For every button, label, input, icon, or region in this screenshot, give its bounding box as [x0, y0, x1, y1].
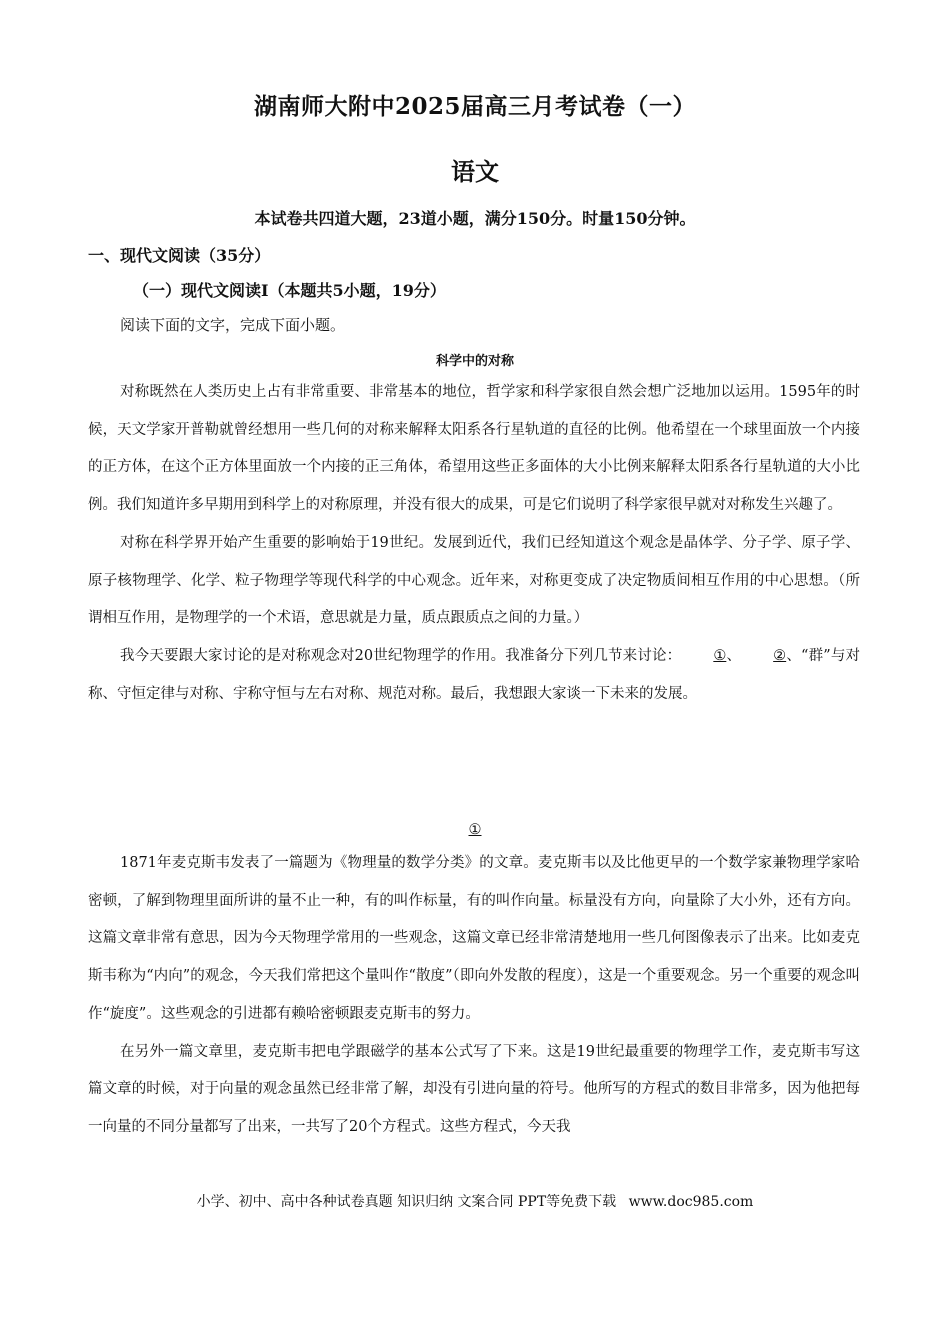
article-body-part1 — [88, 374, 860, 713]
paragraph-3-lead: 我今天要跟大家讨论的是对称观念对20世纪物理学的作用。我准备分下列几节来讨论： — [120, 647, 682, 664]
paragraph-1: 对称既然在人类历史上占有非常重要、非常基本的地位，哲学家和科学家很自然会想广泛地加以运用。1595年的时候，天文学家开普勒就曾经想用一些几何的对称来解释太阳系各行星轨道的直径的比例。他希望在一个球里面放一个内接的正方体，在这个正方体里面放一个内接的正三角体，希望用这些正多面体的大小比例来解释太阳系各行星轨道的大小比例。我们知道许多早期用到科学上的对称原理，并没有很大的成果，可是它们说明了科学家很早就对对称发生兴趣了。 — [88, 384, 860, 514]
blank-2: ② — [773, 647, 787, 664]
paragraph-2: 对称在科学界开始产生重要的影响始于19世纪。发展到近代，我们已经知道这个观念是晶体学、分子学、原子学、原子核物理学、化学、粒子物理学等现代科学的中心观念。近年来，对称更变成了决定物质间相互作用的中心思想。（所谓相互作用，是物理学的一个术语，意思就是力量，质点跟质点之间的力量。） — [88, 534, 860, 627]
article-title: 科学中的对称 — [435, 354, 514, 369]
section-heading: 一、现代文阅读（35分） — [88, 246, 271, 265]
blank-1: ① — [713, 647, 727, 664]
footer-url[interactable]: www.doc985.com — [628, 1194, 754, 1210]
paragraph-4: 1871年麦克斯韦发表了一篇题为《物理量的数学分类》的文章。麦克斯韦以及比他更早的一个数学家兼物理学家哈密顿，了解到物理里面所讲的量不止一种，有的叫作标量，有的叫作向量。标量没有方向，向量除了大小外，还有方向。这篇文章非常有意思，因为今天物理学常用的一些观念，这篇文章已经非常清楚地用一些几何图像表示了出来。比如麦克斯韦称为“内向”的观念，今天我们常把这个量叫作“散度”（即向外发散的程度），这是一个重要观念。另一个重要的观念叫作“旋度”。这些观念的引进都有赖哈密顿跟麦克斯韦的努力。 — [88, 855, 860, 1022]
subsection-heading: （一）现代文阅读Ⅰ（本题共5小题，19分） — [133, 281, 446, 300]
exam-info: 本试卷共四道大题，23道小题，满分150分。时量150分钟。 — [254, 209, 696, 228]
blank-separator: 、 — [726, 647, 742, 664]
exam-title: 湖南师大附中2025届高三月考试卷（一） — [253, 93, 696, 120]
reading-instruction: 阅读下面的文字，完成下面小题。 — [120, 316, 346, 334]
paragraph-3-tail: 、“群”与对称、守恒定律与对称、宇称守恒与左右对称、规范对称。最后，我想跟大家谈一下未来的发展。 — [88, 647, 861, 702]
footer-text: 小学、初中、高中各种试卷真题 知识归纳 文案合同 PPT等免费下载 — [196, 1194, 617, 1210]
paragraph-5: 在另外一篇文章里，麦克斯韦把电学跟磁学的基本公式写了下来。这是19世纪最重要的物理学工作，麦克斯韦写这篇文章的时候，对于向量的观念虽然已经非常了解，却没有引进向量的符号。他所写的方程式的数目非常多，因为他把每一向量的不同分量都写了出来，一共写了20个方程式。这些方程式，今天我 — [88, 1043, 860, 1135]
page-footer — [0, 1191, 950, 1211]
article-body-part2 — [88, 845, 860, 1147]
section-marker: ① — [468, 822, 482, 838]
subject-title: 语文 — [451, 157, 499, 186]
paragraph-3 — [88, 638, 860, 713]
